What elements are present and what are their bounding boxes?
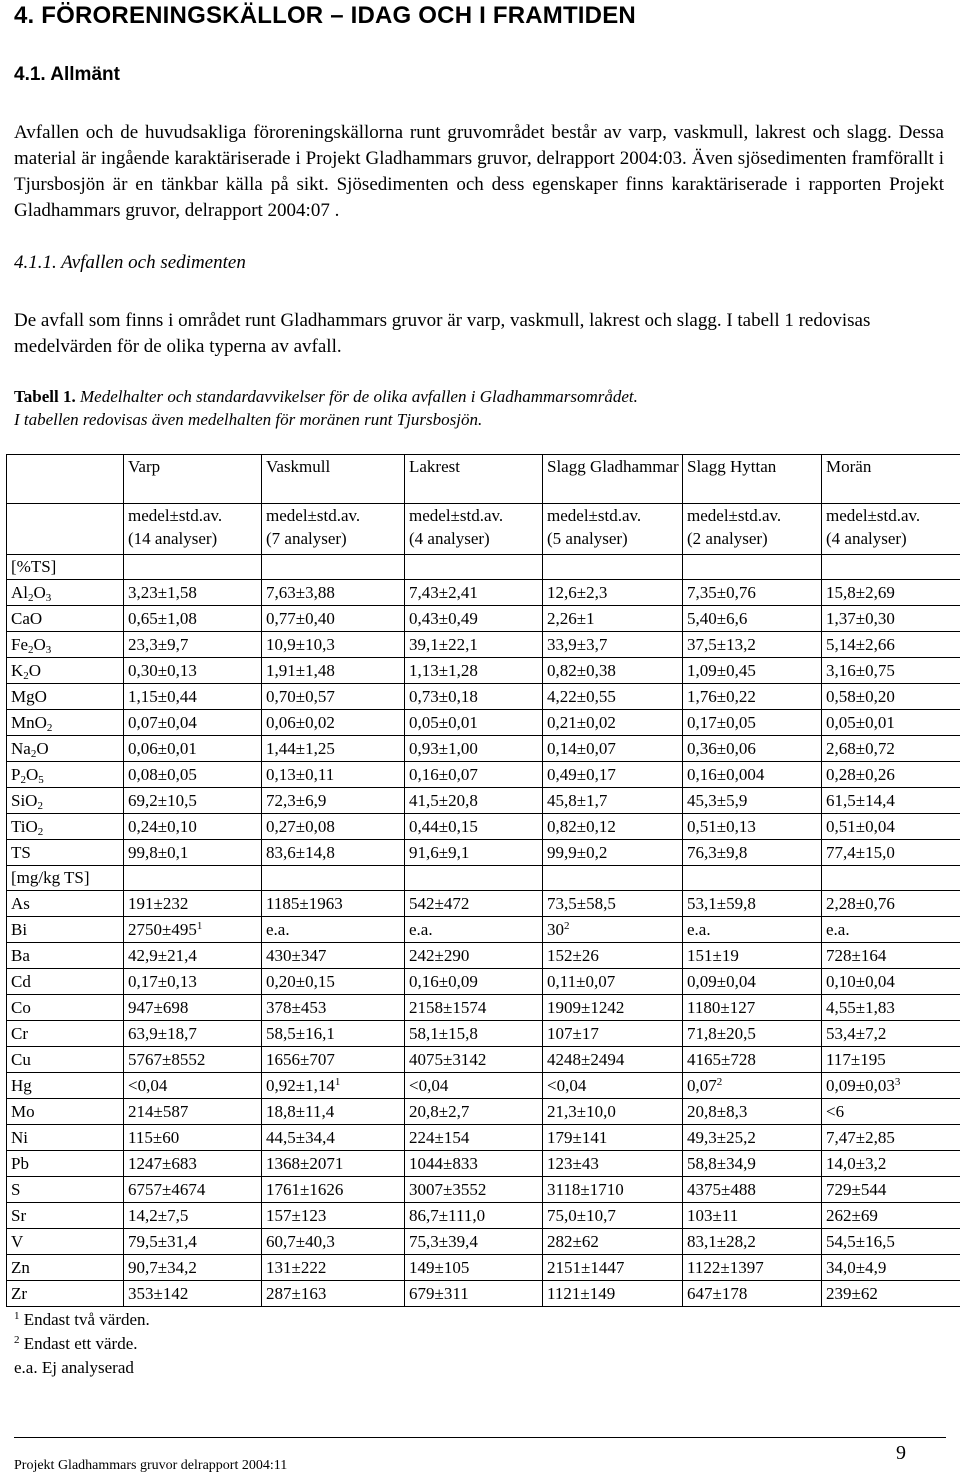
row-label: Bi	[7, 917, 124, 943]
table-cell: 152±26	[543, 943, 683, 969]
table-cell: 0,65±1,08	[124, 606, 262, 632]
table-cell: 0,93±1,00	[405, 736, 543, 762]
analysis-count: (2 analyser)	[687, 529, 768, 548]
table-cell: 44,5±34,4	[262, 1125, 405, 1151]
empty-cell	[543, 866, 683, 891]
footnote: $^1$ Endast två värden.	[14, 1310, 150, 1329]
page-number: 9	[896, 1442, 906, 1464]
row-label: Ni	[7, 1125, 124, 1151]
column-stat-header	[405, 504, 543, 555]
table-cell: 75,3±39,4	[405, 1229, 543, 1255]
table-header-row	[7, 455, 960, 504]
waste-paragraph: De avfall som finns i området runt Gladhammars gruvor är varp, vaskmull, lakrest och slagg. I tabell 1 redovisas medelvärden för de olika typerna av avfall.	[14, 310, 871, 357]
table-cell: <0,04	[405, 1073, 543, 1099]
table-cell: 947±698	[124, 995, 262, 1021]
table-cell: 647±178	[683, 1281, 822, 1307]
table-row	[7, 1151, 960, 1177]
table-cell: 0,36±0,06	[683, 736, 822, 762]
table-cell: 0,14±0,07	[543, 736, 683, 762]
table-cell: 0,16±0,07	[405, 762, 543, 788]
table-cell: 0,08±0,05	[124, 762, 262, 788]
unit-row	[7, 555, 960, 580]
footer-divider	[14, 1437, 946, 1438]
table-cell: $0,09\pm 0,03^3$	[822, 1073, 960, 1099]
column-stat-header	[262, 504, 405, 555]
table-cell: 0,28±0,26	[822, 762, 960, 788]
table-row	[7, 658, 960, 684]
empty-cell	[262, 866, 405, 891]
analysis-count: (4 analyser)	[826, 529, 907, 548]
table-cell: 0,82±0,38	[543, 658, 683, 684]
table-cell: 1044±833	[405, 1151, 543, 1177]
table-cell: 0,58±0,20	[822, 684, 960, 710]
table-cell: 729±544	[822, 1177, 960, 1203]
table-cell: <6	[822, 1099, 960, 1125]
table-cell: 20,8±8,3	[683, 1099, 822, 1125]
table-cell: 1,13±1,28	[405, 658, 543, 684]
table-cell: 2,68±0,72	[822, 736, 960, 762]
table-cell: 1,91±1,48	[262, 658, 405, 684]
table-cell: 378±453	[262, 995, 405, 1021]
table-row	[7, 943, 960, 969]
table-cell: 10,9±10,3	[262, 632, 405, 658]
table-cell: 4375±488	[683, 1177, 822, 1203]
table-cell: 45,8±1,7	[543, 788, 683, 814]
table-cell: 0,51±0,04	[822, 814, 960, 840]
table-cell: 0,06±0,02	[262, 710, 405, 736]
stat-label: medel±std.av.	[409, 506, 504, 525]
table-cell: 58,1±15,8	[405, 1021, 543, 1047]
table-cell: 6757±4674	[124, 1177, 262, 1203]
table-cell: 1180±127	[683, 995, 822, 1021]
table-cell: 0,51±0,13	[683, 814, 822, 840]
row-label: Sr	[7, 1203, 124, 1229]
table-cell: 12,6±2,3	[543, 580, 683, 606]
empty-cell	[124, 866, 262, 891]
table-cell: 353±142	[124, 1281, 262, 1307]
caption-line1: Medelhalter och standardavvikelser för de olika avfallen i Gladhammarsområdet.	[75, 387, 638, 406]
table-cell: 1368±2071	[262, 1151, 405, 1177]
table-cell: 1122±1397	[683, 1255, 822, 1281]
table-cell: 117±195	[822, 1047, 960, 1073]
footnote: $^2$ Endast ett värde.	[14, 1334, 138, 1353]
table-cell: 107±17	[543, 1021, 683, 1047]
table-cell: 42,9±21,4	[124, 943, 262, 969]
row-label: $P_2O_5$	[7, 762, 124, 788]
table-cell: 0,17±0,13	[124, 969, 262, 995]
column-header: Slagg Gladhammar	[543, 455, 683, 504]
table-cell: 4248±2494	[543, 1047, 683, 1073]
column-stat-header	[124, 504, 262, 555]
row-label: $Fe_2O_3$	[7, 632, 124, 658]
table-cell: 242±290	[405, 943, 543, 969]
table-cell: 99,9±0,2	[543, 840, 683, 866]
table-cell: 131±222	[262, 1255, 405, 1281]
row-label: Cu	[7, 1047, 124, 1073]
table-cell: 83,1±28,2	[683, 1229, 822, 1255]
table-cell: 4075±3142	[405, 1047, 543, 1073]
table-cell: 2,28±0,76	[822, 891, 960, 917]
table-cell: 5,14±2,66	[822, 632, 960, 658]
table-cell: 39,1±22,1	[405, 632, 543, 658]
table-cell: 0,20±0,15	[262, 969, 405, 995]
table-cell: 18,8±11,4	[262, 1099, 405, 1125]
row-label: MgO	[7, 684, 124, 710]
table-cell: 86,7±111,0	[405, 1203, 543, 1229]
table-cell: 0,07±0,04	[124, 710, 262, 736]
unit-label: [mg/kg TS]	[7, 866, 124, 891]
table-cell: 76,3±9,8	[683, 840, 822, 866]
column-header: Vaskmull	[262, 455, 405, 504]
table-cell: 0,21±0,02	[543, 710, 683, 736]
row-label: Hg	[7, 1073, 124, 1099]
table-cell: 0,44±0,15	[405, 814, 543, 840]
row-label: TiO$_2$	[7, 814, 124, 840]
row-label: Ba	[7, 943, 124, 969]
table-cell: $2750\pm 495^1$	[124, 917, 262, 943]
table-cell: 151±19	[683, 943, 822, 969]
table-cell: 191±232	[124, 891, 262, 917]
table-row	[7, 1255, 960, 1281]
table-cell: 60,7±40,3	[262, 1229, 405, 1255]
analysis-count: (7 analyser)	[266, 529, 347, 548]
row-label: Mo	[7, 1099, 124, 1125]
table-cell: 75,0±10,7	[543, 1203, 683, 1229]
empty-cell	[543, 555, 683, 580]
table-cell: 1909±1242	[543, 995, 683, 1021]
table-cell: 679±311	[405, 1281, 543, 1307]
table-cell: 0,70±0,57	[262, 684, 405, 710]
table-cell: 1121±149	[543, 1281, 683, 1307]
table-cell: 49,3±25,2	[683, 1125, 822, 1151]
stat-label: medel±std.av.	[266, 506, 361, 525]
table-cell: 3,16±0,75	[822, 658, 960, 684]
column-stat-header	[822, 504, 960, 555]
table-row	[7, 736, 960, 762]
table-cell: 63,9±18,7	[124, 1021, 262, 1047]
table-cell: <0,04	[543, 1073, 683, 1099]
table-row	[7, 788, 960, 814]
table-cell: 23,3±9,7	[124, 632, 262, 658]
table-cell: 5,40±6,6	[683, 606, 822, 632]
table-cell: 0,07$^2$	[683, 1073, 822, 1099]
table-cell: 282±62	[543, 1229, 683, 1255]
analysis-count: (4 analyser)	[409, 529, 490, 548]
column-stat-header	[543, 504, 683, 555]
table-row	[7, 1125, 960, 1151]
table-cell: 3,23±1,58	[124, 580, 262, 606]
subsection-heading: 4.1.1. Avfallen och sedimenten	[14, 252, 246, 273]
table-cell: 72,3±6,9	[262, 788, 405, 814]
table-cell: 14,0±3,2	[822, 1151, 960, 1177]
table-cell: 83,6±14,8	[262, 840, 405, 866]
table-cell: e.a.	[683, 917, 822, 943]
table-row	[7, 684, 960, 710]
header-corner-cell	[7, 455, 124, 504]
table-row	[7, 1281, 960, 1307]
table-cell: <0,04	[124, 1073, 262, 1099]
table-cell: 0,13±0,11	[262, 762, 405, 788]
row-label: Cr	[7, 1021, 124, 1047]
table-cell: 2158±1574	[405, 995, 543, 1021]
empty-cell	[822, 555, 960, 580]
table-cell: 0,05±0,01	[822, 710, 960, 736]
table-cell: 287±163	[262, 1281, 405, 1307]
data-table	[6, 454, 960, 1307]
table-row	[7, 606, 960, 632]
column-header: Slagg Hyttan	[683, 455, 822, 504]
intro-paragraph: Avfallen och de huvudsakliga föroreningskällorna runt gruvområdet består av varp, vaskmull, lakrest och slagg. Dessa material är ingående karaktäriserade i Projekt Gladhammars gruvor, delrapport 2004:03. Även sjösedimenten framförallt i Tjursbosjön är en tänkbar källa på sikt. Sjösedimenten och dess egenskaper finns karaktäriserade i rapporten Projekt Gladhammars gruvor, delrapport 2004:07 .	[14, 122, 944, 221]
table-row	[7, 762, 960, 788]
table-cell: 61,5±14,4	[822, 788, 960, 814]
table-row	[7, 1177, 960, 1203]
column-header: Lakrest	[405, 455, 543, 504]
table-cell: $0,92\pm 1,14^1$	[262, 1073, 405, 1099]
row-label: Cd	[7, 969, 124, 995]
table-cell: 58,8±34,9	[683, 1151, 822, 1177]
table-cell: 0,10±0,04	[822, 969, 960, 995]
row-label: MnO$_2$	[7, 710, 124, 736]
table-cell: 157±123	[262, 1203, 405, 1229]
table-cell: 34,0±4,9	[822, 1255, 960, 1281]
caption-label: Tabell 1.	[14, 387, 76, 406]
row-label: TS	[7, 840, 124, 866]
table-row	[7, 1203, 960, 1229]
table-cell: 4,55±1,83	[822, 995, 960, 1021]
section-heading: 4.1. Allmänt	[14, 64, 120, 85]
table-cell: 430±347	[262, 943, 405, 969]
table-cell: 0,43±0,49	[405, 606, 543, 632]
table-cell: 224±154	[405, 1125, 543, 1151]
stat-label: medel±std.av.	[687, 506, 782, 525]
table-cell: 0,06±0,01	[124, 736, 262, 762]
unit-row	[7, 866, 960, 891]
table-cell: $30^2$	[543, 917, 683, 943]
table-cell: 7,43±2,41	[405, 580, 543, 606]
row-label: $Al_2O_3$	[7, 580, 124, 606]
table-cell: 7,47±2,85	[822, 1125, 960, 1151]
row-label: Zn	[7, 1255, 124, 1281]
table-cell: 0,27±0,08	[262, 814, 405, 840]
table-cell: 90,7±34,2	[124, 1255, 262, 1281]
table-cell: 15,8±2,69	[822, 580, 960, 606]
table-cell: 103±11	[683, 1203, 822, 1229]
table-cell: 7,35±0,76	[683, 580, 822, 606]
empty-cell	[405, 866, 543, 891]
table-cell: 21,3±10,0	[543, 1099, 683, 1125]
table-cell: e.a.	[822, 917, 960, 943]
table-row	[7, 891, 960, 917]
table-cell: 71,8±20,5	[683, 1021, 822, 1047]
table-cell: 1,15±0,44	[124, 684, 262, 710]
table-cell: 53,1±59,8	[683, 891, 822, 917]
empty-cell	[822, 866, 960, 891]
column-header: Morän	[822, 455, 960, 504]
table-cell: 54,5±16,5	[822, 1229, 960, 1255]
table-cell: 262±69	[822, 1203, 960, 1229]
stat-label: medel±std.av.	[547, 506, 642, 525]
empty-cell	[262, 555, 405, 580]
table-row	[7, 580, 960, 606]
table-row	[7, 1229, 960, 1255]
table-cell: 0,24±0,10	[124, 814, 262, 840]
table-cell: 41,5±20,8	[405, 788, 543, 814]
table-row	[7, 1047, 960, 1073]
row-label: SiO$_2$	[7, 788, 124, 814]
row-label: Co	[7, 995, 124, 1021]
table-cell: 0,82±0,12	[543, 814, 683, 840]
row-label: V	[7, 1229, 124, 1255]
row-label: S	[7, 1177, 124, 1203]
header-corner-cell	[7, 504, 124, 555]
row-label: Zr	[7, 1281, 124, 1307]
empty-cell	[124, 555, 262, 580]
caption-line2: I tabellen redovisas även medelhalten för moränen runt Tjursbosjön.	[14, 410, 483, 429]
table-cell: e.a.	[262, 917, 405, 943]
table-cell: 3007±3552	[405, 1177, 543, 1203]
table-cell: 149±105	[405, 1255, 543, 1281]
table-subheader-row	[7, 504, 960, 555]
table-cell: 2,26±1	[543, 606, 683, 632]
table-cell: 214±587	[124, 1099, 262, 1125]
table-row	[7, 1073, 960, 1099]
table-cell: 91,6±9,1	[405, 840, 543, 866]
empty-cell	[683, 555, 822, 580]
table-cell: 3118±1710	[543, 1177, 683, 1203]
column-stat-header	[683, 504, 822, 555]
table-cell: 0,49±0,17	[543, 762, 683, 788]
table-row	[7, 710, 960, 736]
table-cell: 45,3±5,9	[683, 788, 822, 814]
table-row	[7, 995, 960, 1021]
footer-report-title: Projekt Gladhammars gruvor delrapport 2004:11	[14, 1458, 288, 1473]
table-cell: 99,8±0,1	[124, 840, 262, 866]
table-cell: 4165±728	[683, 1047, 822, 1073]
row-label: $Na_2O$	[7, 736, 124, 762]
column-header: Varp	[124, 455, 262, 504]
stat-label: medel±std.av.	[128, 506, 223, 525]
row-label: CaO	[7, 606, 124, 632]
stat-label: medel±std.av.	[826, 506, 921, 525]
table-row	[7, 840, 960, 866]
table-cell: 1185±1963	[262, 891, 405, 917]
table-cell: 69,2±10,5	[124, 788, 262, 814]
empty-cell	[683, 866, 822, 891]
table-cell: 1656±707	[262, 1047, 405, 1073]
chapter-heading: 4. FÖRORENINGSKÄLLOR – IDAG OCH I FRAMTIDEN	[14, 2, 636, 29]
table-cell: 1761±1626	[262, 1177, 405, 1203]
table-row	[7, 632, 960, 658]
table-cell: 0,05±0,01	[405, 710, 543, 736]
table-cell: e.a.	[405, 917, 543, 943]
table-cell: 728±164	[822, 943, 960, 969]
analysis-count: (14 analyser)	[128, 529, 218, 548]
table-cell: 73,5±58,5	[543, 891, 683, 917]
table-cell: 0,16±0,09	[405, 969, 543, 995]
footnotes	[14, 1308, 150, 1380]
table-cell: 0,77±0,40	[262, 606, 405, 632]
row-label: $K_2O$	[7, 658, 124, 684]
footnote: e.a. Ej analyserad	[14, 1358, 134, 1377]
table-cell: 33,9±3,7	[543, 632, 683, 658]
table-cell: 1,37±0,30	[822, 606, 960, 632]
table-cell: 14,2±7,5	[124, 1203, 262, 1229]
table-cell: 5767±8552	[124, 1047, 262, 1073]
table-row	[7, 1021, 960, 1047]
table-cell: 53,4±7,2	[822, 1021, 960, 1047]
table-cell: 7,63±3,88	[262, 580, 405, 606]
table-cell: 20,8±2,7	[405, 1099, 543, 1125]
table-row	[7, 969, 960, 995]
table-cell: 1,76±0,22	[683, 684, 822, 710]
table-cell: 542±472	[405, 891, 543, 917]
table-cell: 0,30±0,13	[124, 658, 262, 684]
table-cell: 77,4±15,0	[822, 840, 960, 866]
table-cell: 2151±1447	[543, 1255, 683, 1281]
table-cell: 239±62	[822, 1281, 960, 1307]
table-cell: 1247±683	[124, 1151, 262, 1177]
table-cell: 0,09±0,04	[683, 969, 822, 995]
table-cell: 79,5±31,4	[124, 1229, 262, 1255]
table-row	[7, 1099, 960, 1125]
table-row	[7, 814, 960, 840]
table-cell: 0,17±0,05	[683, 710, 822, 736]
table-cell: 4,22±0,55	[543, 684, 683, 710]
table-cell: 1,44±1,25	[262, 736, 405, 762]
analysis-count: (5 analyser)	[547, 529, 628, 548]
table-cell: 0,73±0,18	[405, 684, 543, 710]
unit-label: [%TS]	[7, 555, 124, 580]
row-label: As	[7, 891, 124, 917]
table-cell: 0,11±0,07	[543, 969, 683, 995]
table-cell: 0,16±0,004	[683, 762, 822, 788]
table-caption	[14, 385, 944, 431]
table-cell: 123±43	[543, 1151, 683, 1177]
empty-cell	[405, 555, 543, 580]
table-cell: 58,5±16,1	[262, 1021, 405, 1047]
table-cell: 37,5±13,2	[683, 632, 822, 658]
table-row	[7, 917, 960, 943]
table-cell: 1,09±0,45	[683, 658, 822, 684]
table-cell: 179±141	[543, 1125, 683, 1151]
table-cell: 115±60	[124, 1125, 262, 1151]
row-label: Pb	[7, 1151, 124, 1177]
